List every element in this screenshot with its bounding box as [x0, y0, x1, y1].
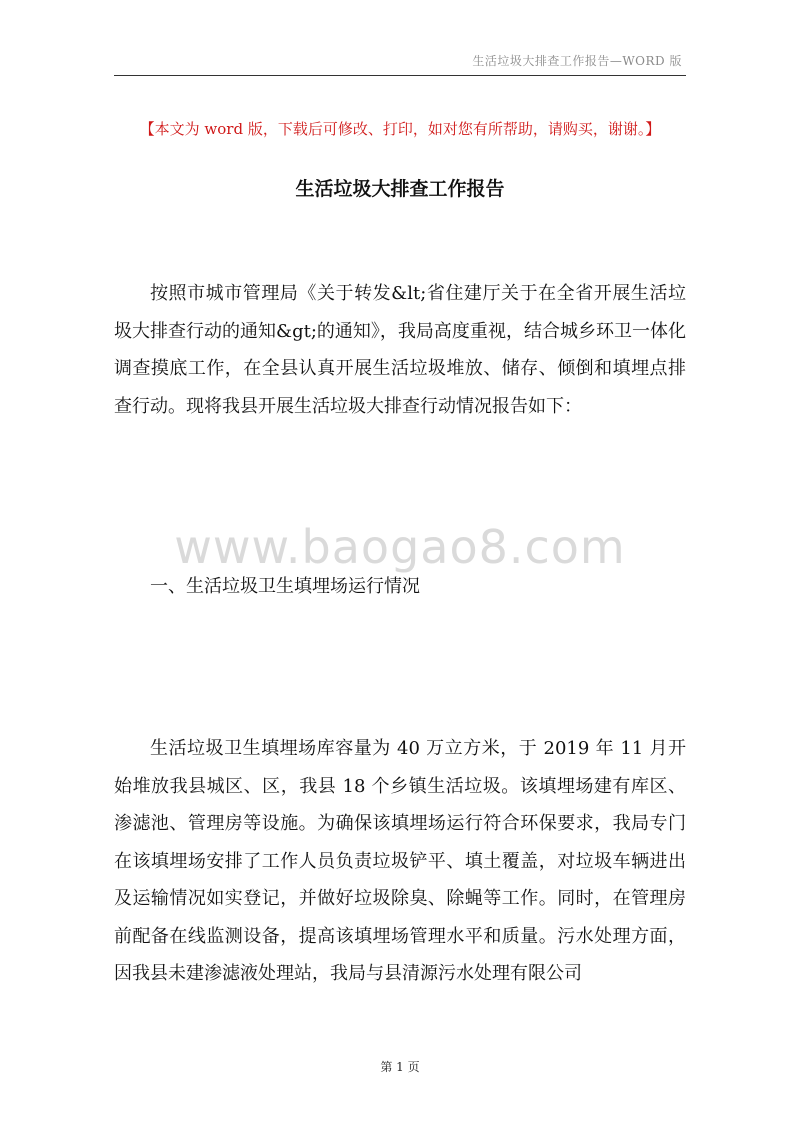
purchase-notice: 【本文为 word 版，下载后可修改、打印，如对您有所帮助，请购买，谢谢。】: [139, 120, 661, 138]
intro-paragraph: 按照市城市管理局《关于转发&lt;省住建厅关于在全省开展生活垃圾大排查行动的通知&gt;的通知》，我局高度重视，结合城乡环卫一体化调查摸底工作，在全县认真开展生活垃圾堆放、储存、倾倒和填埋点排查行动。现将我县开展生活垃圾大排查行动情况报告如下：: [114, 283, 686, 417]
page-number: 第 1 页: [380, 1060, 420, 1074]
header-rule: [114, 75, 686, 76]
document-title: 生活垃圾大排查工作报告: [295, 178, 505, 200]
section-heading: 一、生活垃圾卫生填埋场运行情况: [150, 576, 420, 597]
section-paragraph: 生活垃圾卫生填埋场库容量为 40 万立方米，于 2019 年 11 月开始堆放我县城区、区，我县 18 个乡镇生活垃圾。该填埋场建有库区、渗滤池、管理房等设施。为确保该填埋场运行符合环保要求，我局专门在该填埋场安排了工作人员负责垃圾铲平、填土覆盖，对垃圾车辆进出及运输情况如实登记，并做好垃圾除臭、除蝇等工作。同时，在管理房前配备在线监测设备，提高该填埋场管理水平和质量。污水处理方面，因我县未建渗滤液处理站，我局与县清源污水处理有限公司: [114, 738, 686, 984]
running-header: 生活垃圾大排查工作报告—WORD 版: [472, 54, 682, 68]
watermark-text: www.baogao8.com: [174, 520, 626, 574]
